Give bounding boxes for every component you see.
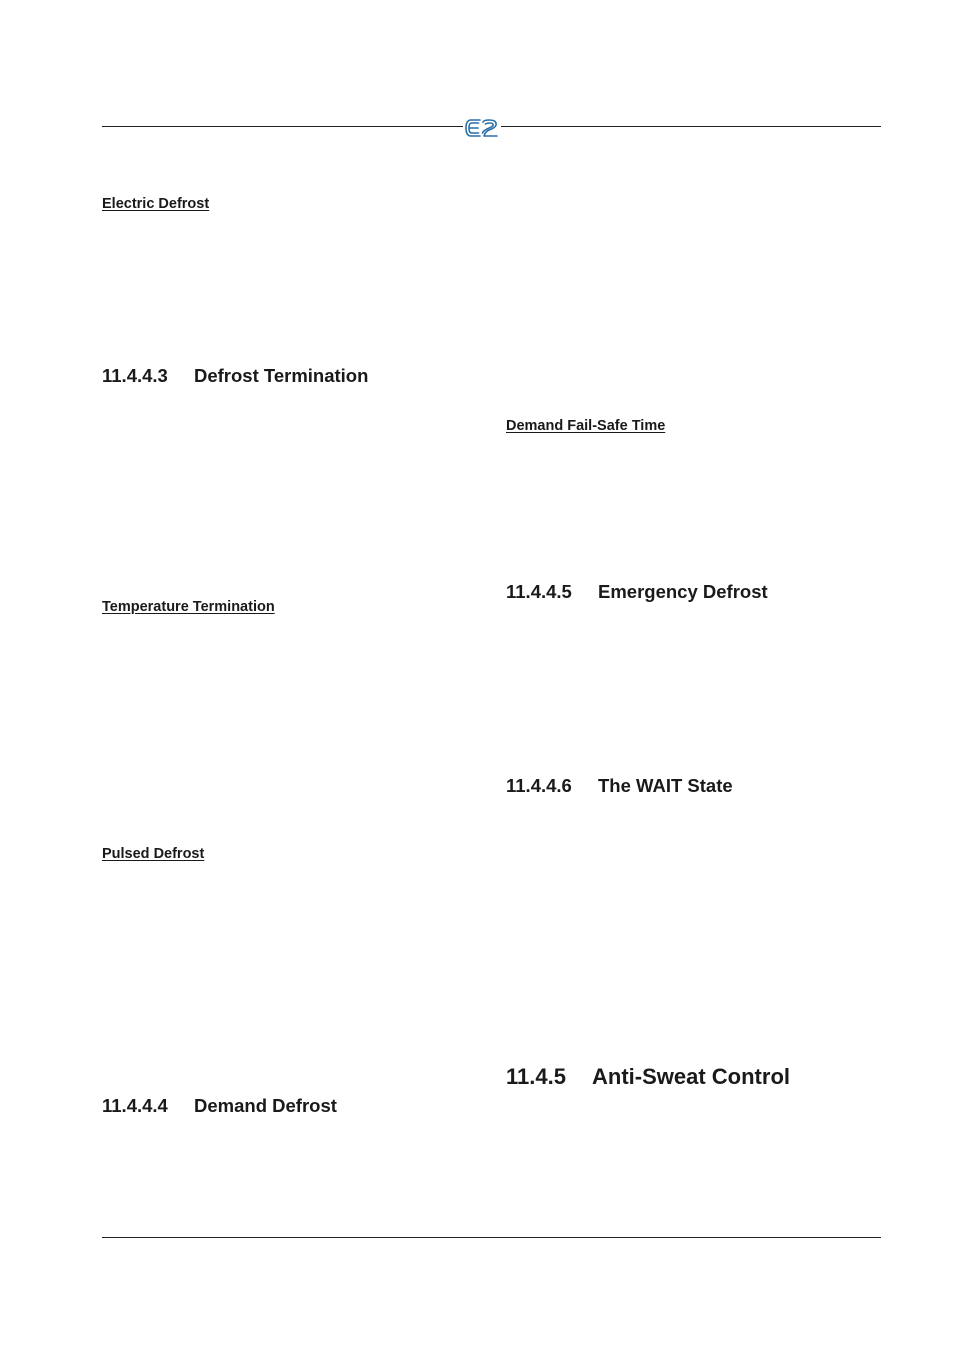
section-number: 11.4.4.5 (506, 581, 572, 602)
section-number: 11.4.4.4 (102, 1095, 168, 1116)
section-number: 11.4.5 (506, 1064, 566, 1089)
electric-defrost-heading: Electric Defrost (102, 196, 210, 212)
section-number: 11.4.4.3 (102, 365, 168, 386)
anti-sweat-control-heading (506, 1066, 790, 1088)
temperature-termination-heading: Temperature Termination (102, 599, 275, 615)
demand-fail-safe-time-heading: Demand Fail-Safe Time (506, 418, 666, 434)
emergency-defrost-heading (506, 583, 768, 602)
section-title: Anti-Sweat Control (592, 1064, 790, 1089)
section-title: Demand Defrost (194, 1095, 337, 1116)
demand-defrost-heading (102, 1097, 337, 1116)
wait-state-heading (506, 777, 733, 796)
footer-rule (102, 1237, 881, 1238)
section-number: 11.4.4.6 (506, 775, 572, 796)
e2-logo-icon (463, 116, 501, 140)
section-title: Emergency Defrost (598, 581, 768, 602)
pulsed-defrost-heading: Pulsed Defrost (102, 846, 205, 862)
section-title: The WAIT State (598, 775, 733, 796)
section-title: Defrost Termination (194, 365, 369, 386)
defrost-termination-heading (102, 367, 368, 386)
